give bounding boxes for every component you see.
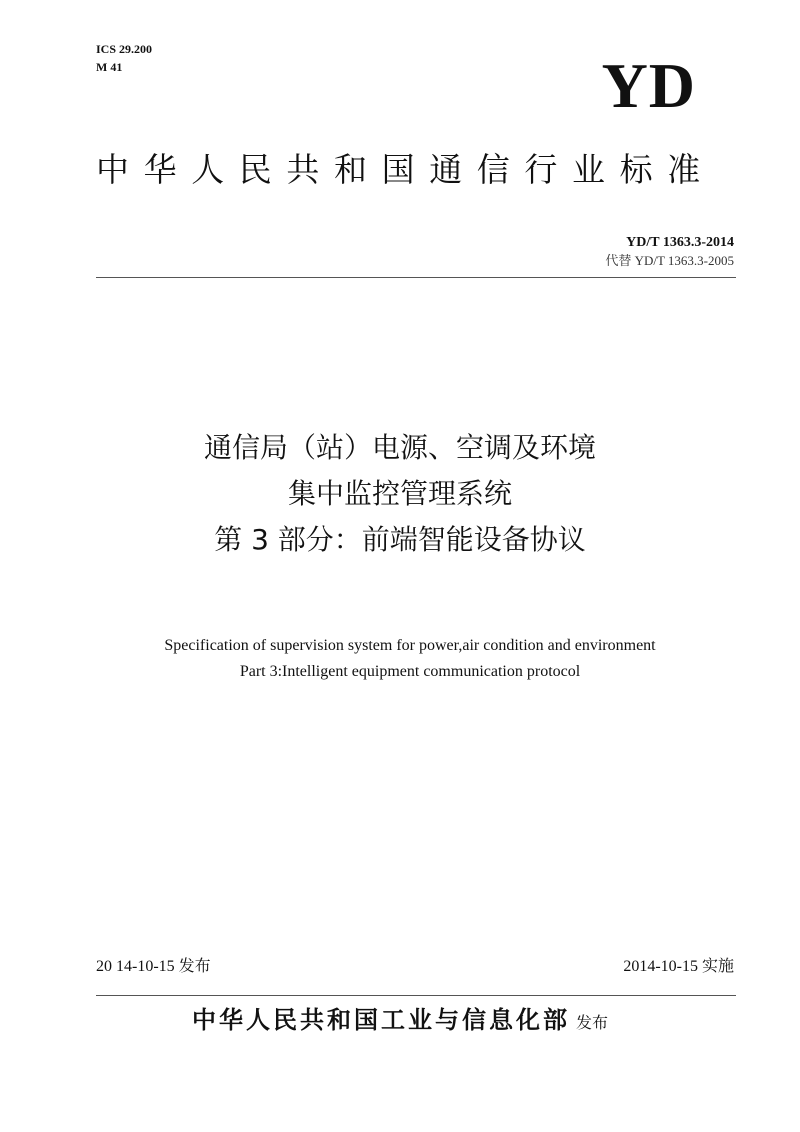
chinese-title-line-3: 第 3 部分：前端智能设备协议 [214, 523, 586, 556]
issuer-line [0, 1002, 800, 1041]
header-divider [96, 277, 736, 278]
ics-code: ICS 29.200 [96, 42, 153, 56]
issuer-suffix: 发布 [575, 1013, 608, 1032]
issue-date: 20 14-10-15 发布 [96, 958, 211, 975]
standard-category-title: 中华人民共和国通信行业标准 [96, 150, 715, 189]
standard-number-block [605, 234, 734, 270]
standard-number: YD/T 1363.3-2014 [626, 235, 734, 250]
replaced-standard: 代替 YD/T 1363.3-2005 [605, 253, 734, 268]
english-title-line-2: Part 3:Intelligent equipment communication protocol [239, 663, 581, 680]
ccs-code: M 41 [96, 60, 123, 74]
issuer-name: 中华人民共和国工业与信息化部 [191, 1006, 570, 1034]
implementation-date: 2014-10-15 实施 [623, 958, 734, 975]
english-title-line-1: Specification of supervision system for power,air condition and environment [164, 637, 656, 654]
footer-divider [96, 995, 736, 996]
chinese-title-line-1: 通信局（站）电源、空调及环境 [203, 431, 596, 464]
yd-logo: YD [601, 50, 696, 121]
chinese-title-line-2: 集中监控管理系统 [287, 477, 512, 510]
